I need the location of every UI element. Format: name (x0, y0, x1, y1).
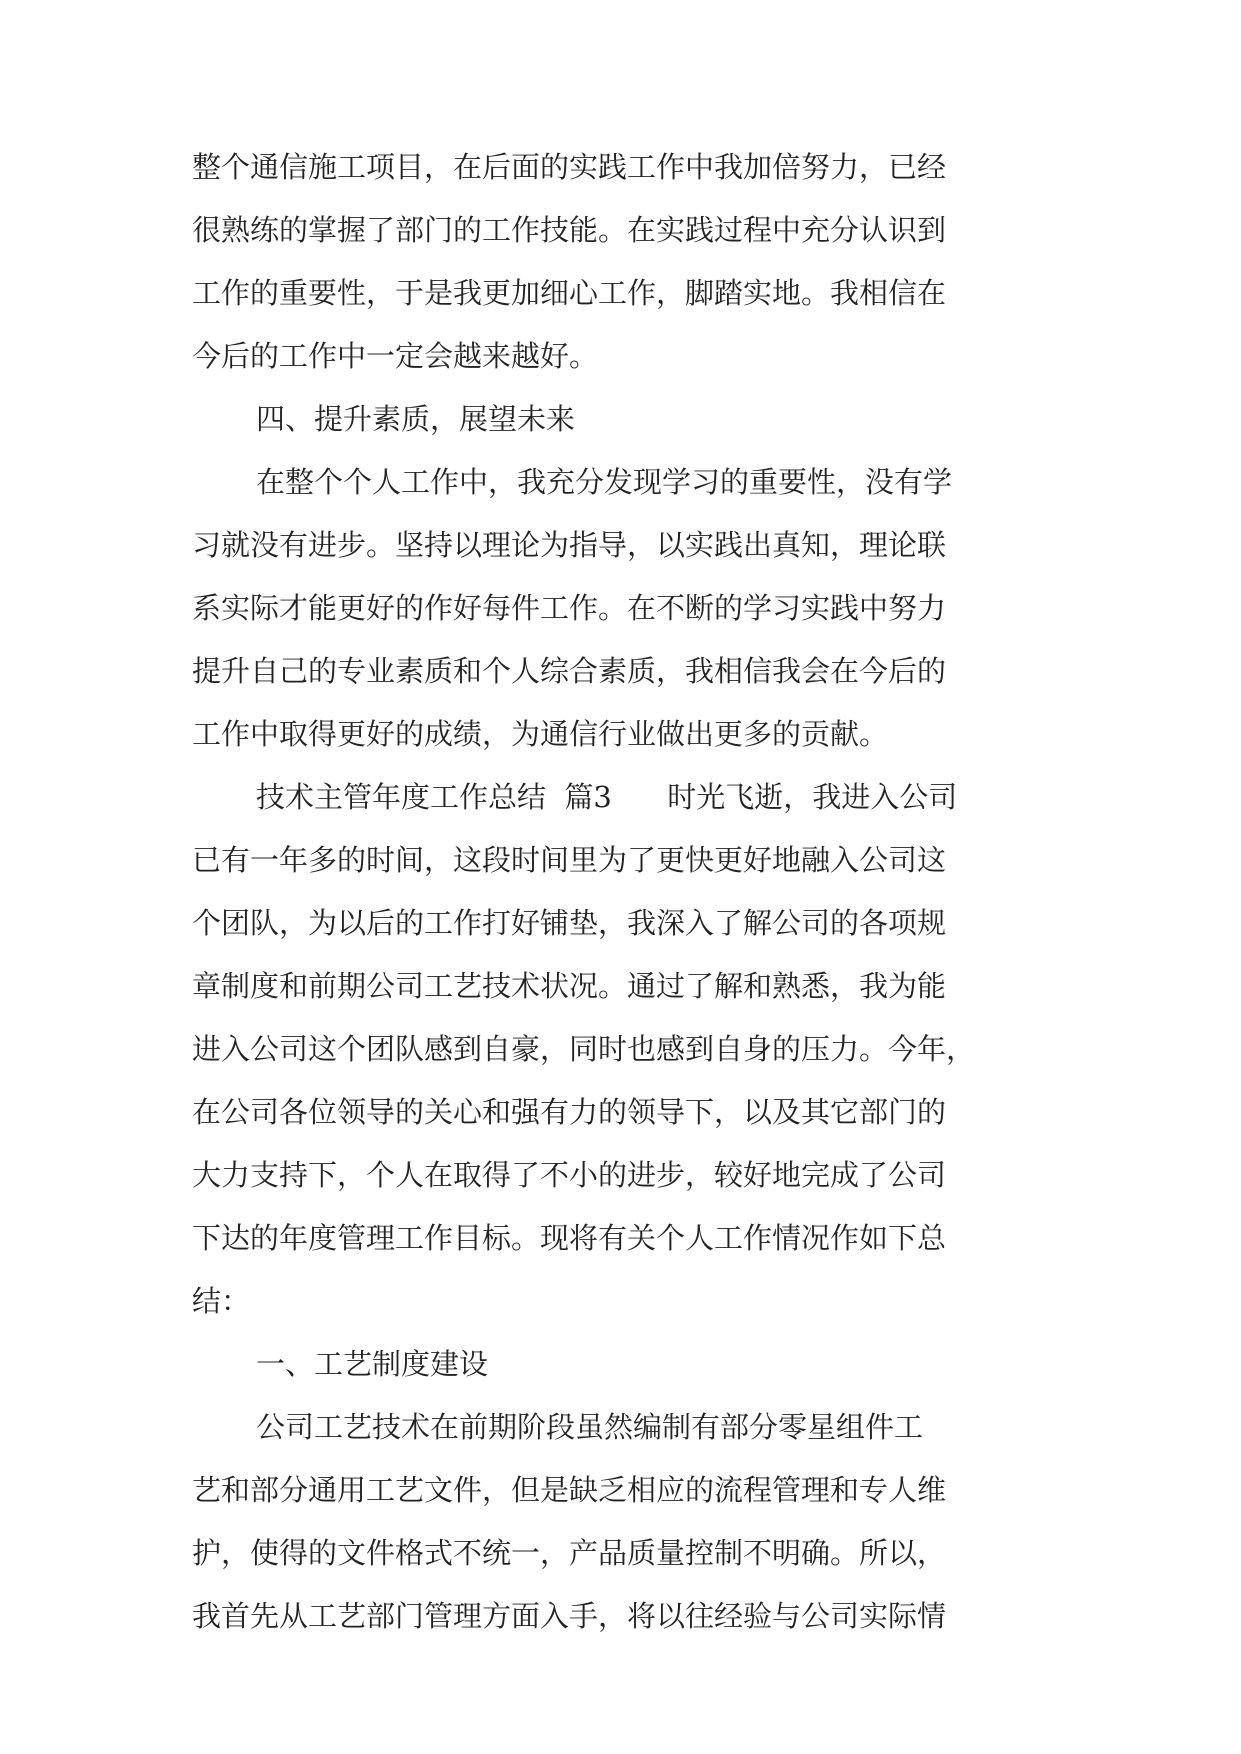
paragraph-line: 结： (192, 1284, 251, 1318)
paragraph-line: 我首先从工艺部门管理方面入手，将以往经验与公司实际情 (192, 1599, 947, 1633)
paragraph-line: 在整个个人工作中，我充分发现学习的重要性，没有学 (256, 465, 953, 499)
paragraph-line: 工作中取得更好的成绩，为通信行业做出更多的贡献。 (192, 717, 889, 751)
section-heading: 一、工艺制度建设 (256, 1347, 489, 1381)
paragraph-line: 个团队，为以后的工作打好铺垫，我深入了解公司的各项规 (192, 906, 947, 940)
article-title-line: 技术主管年度工作总结 篇3 时光飞逝，我进入公司 (256, 780, 958, 814)
paragraph-line: 今后的工作中一定会越来越好。 (192, 339, 599, 373)
paragraph-line: 章制度和前期公司工艺技术状况。通过了解和熟悉，我为能 (192, 969, 947, 1003)
paragraph-line: 系实际才能更好的作好每件工作。在不断的学习实践中努力 (192, 591, 947, 625)
paragraph-line: 公司工艺技术在前期阶段虽然编制有部分零星组件工 (256, 1410, 924, 1444)
paragraph-line: 整个通信施工项目，在后面的实践工作中我加倍努力，已经 (192, 150, 947, 184)
paragraph-line: 很熟练的掌握了部门的工作技能。在实践过程中充分认识到 (192, 213, 947, 247)
paragraph-line: 护，使得的文件格式不统一，产品质量控制不明确。所以， (192, 1536, 947, 1570)
paragraph-line: 大力支持下，个人在取得了不小的进步，较好地完成了公司 (192, 1158, 947, 1192)
paragraph-line: 工作的重要性，于是我更加细心工作，脚踏实地。我相信在 (192, 276, 947, 310)
paragraph-line: 进入公司这个团队感到自豪，同时也感到自身的压力。今年， (192, 1032, 976, 1066)
paragraph-line: 习就没有进步。坚持以理论为指导，以实践出真知，理论联 (192, 528, 947, 562)
paragraph-line: 已有一年多的时间，这段时间里为了更快更好地融入公司这 (192, 843, 947, 877)
paragraph-line: 提升自己的专业素质和个人综合素质，我相信我会在今后的 (192, 654, 947, 688)
paragraph-line: 在公司各位领导的关心和强有力的领导下，以及其它部门的 (192, 1095, 947, 1129)
paragraph-line: 下达的年度管理工作目标。现将有关个人工作情况作如下总 (192, 1221, 947, 1255)
paragraph-line: 艺和部分通用工艺文件，但是缺乏相应的流程管理和专人维 (192, 1473, 947, 1507)
section-heading: 四、提升素质，展望未来 (256, 402, 576, 436)
